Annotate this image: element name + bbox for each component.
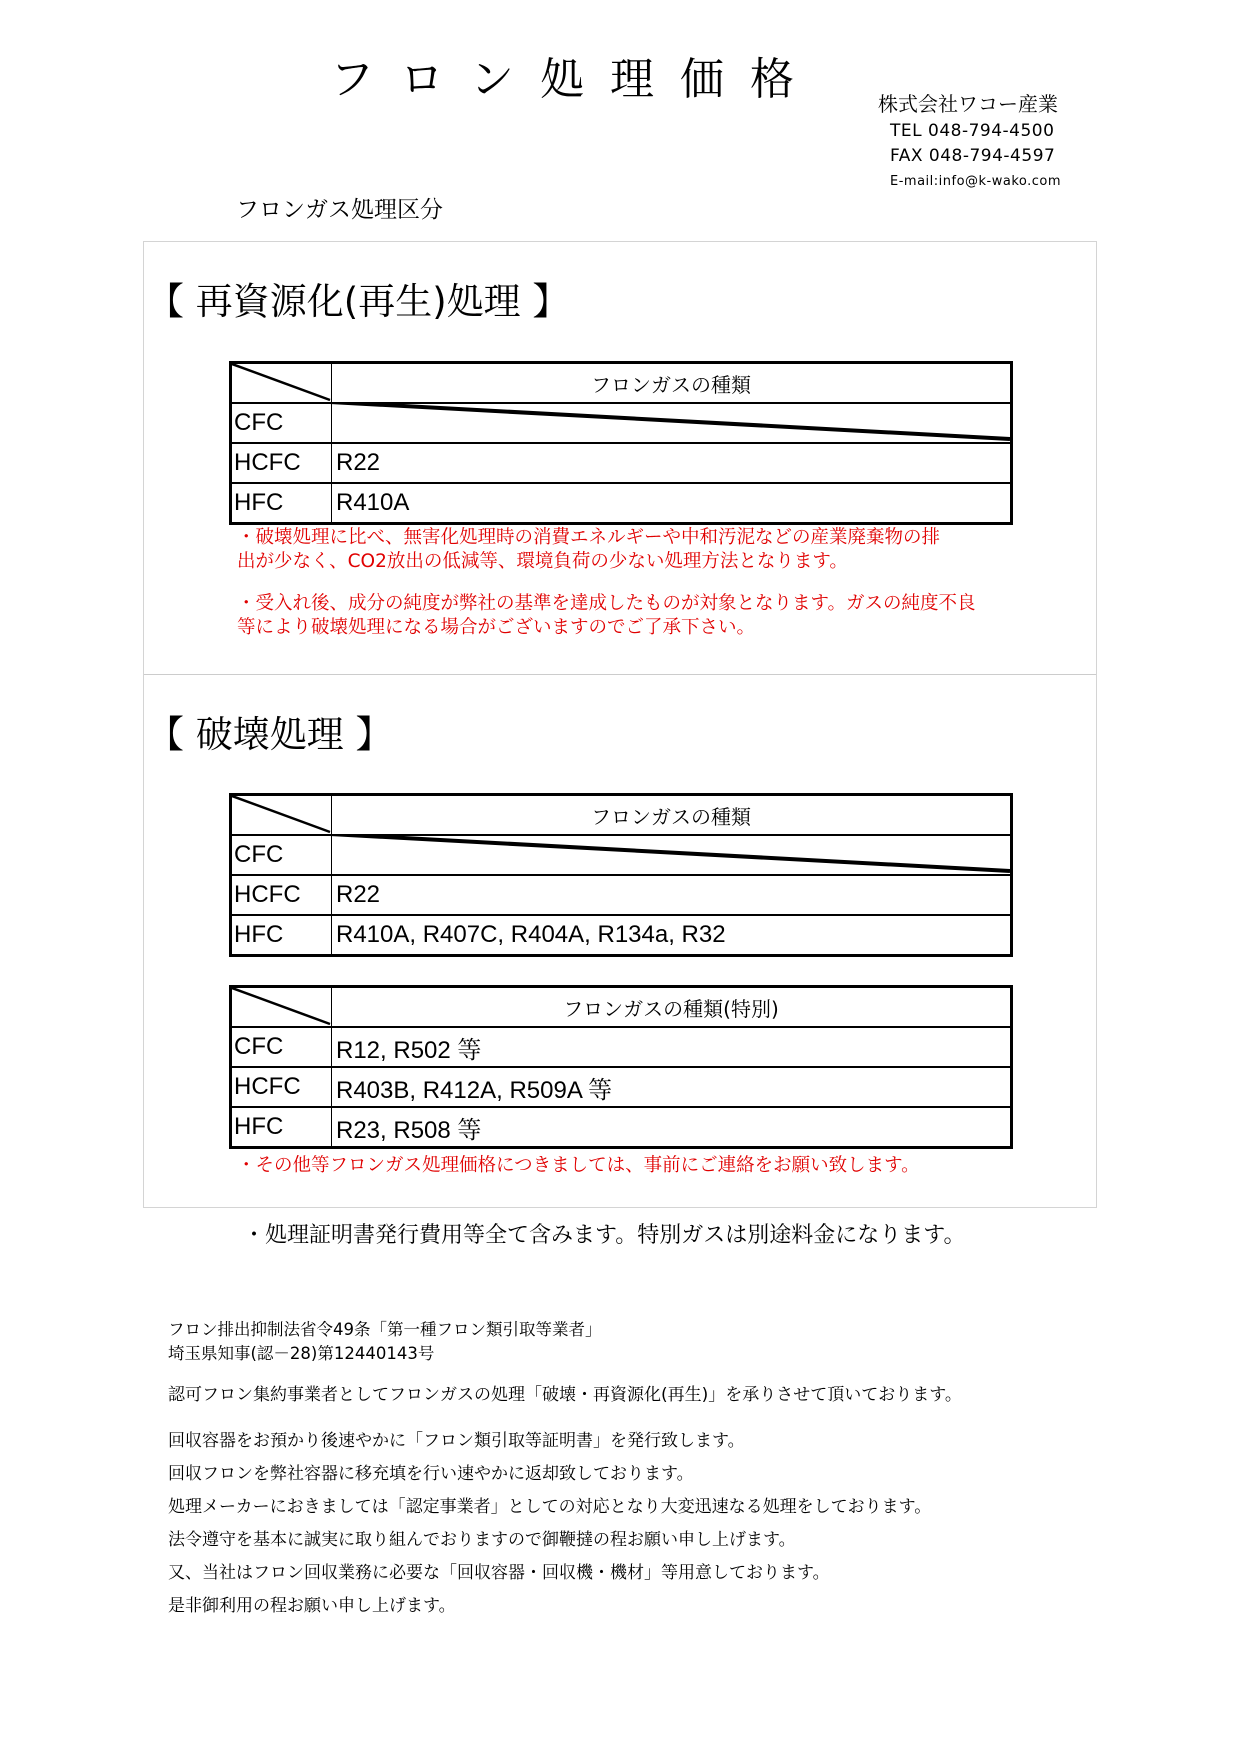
table-row bbox=[232, 834, 1010, 874]
page-title: フロン処理価格 bbox=[330, 54, 820, 105]
tel-number: TEL 048-794-4500 bbox=[890, 121, 1055, 141]
note-destruction bbox=[237, 1154, 920, 1178]
table-row bbox=[232, 482, 1010, 522]
table-header-row bbox=[232, 796, 1010, 834]
table-header: フロンガスの種類 bbox=[591, 372, 751, 397]
note-line: ・破壊処理に比べ、無害化処理時の消費エネルギーや中和汚泥などの産業廃棄物の排 bbox=[237, 527, 941, 548]
company-name: 株式会社ワコー産業 bbox=[878, 92, 1058, 116]
table-header: フロンガスの種類(特別) bbox=[563, 996, 779, 1021]
section-title-recycle: 【 再資源化(再生)処理 】 bbox=[147, 280, 570, 323]
note-line: ・その他等フロンガス処理価格につきましては、事前にご連絡をお願い致します。 bbox=[237, 1155, 920, 1176]
row-value: R23, R508 等 bbox=[336, 1116, 482, 1144]
row-value: R410A bbox=[336, 489, 410, 516]
corner-diagonal bbox=[232, 364, 332, 402]
note-line: ・受入れ後、成分の純度が弊社の基準を達成したものが対象となります。ガスの純度不良 bbox=[237, 593, 976, 614]
body-line: 回収フロンを弊社容器に移充填を行い速やかに返却致しております。 bbox=[168, 1464, 694, 1484]
table-row bbox=[232, 442, 1010, 482]
row-value: R410A, R407C, R404A, R134a, R32 bbox=[336, 921, 726, 948]
row-category: HCFC bbox=[232, 1068, 332, 1106]
row-value: R12, R502 等 bbox=[336, 1036, 482, 1064]
note-recycle-2 bbox=[237, 592, 976, 640]
included-note: ・処理証明書発行費用等全て含みます。特別ガスは別途料金になります。 bbox=[243, 1223, 966, 1248]
note-recycle-1 bbox=[237, 526, 940, 574]
row-category: HFC bbox=[232, 1108, 332, 1146]
corner-diagonal bbox=[232, 988, 332, 1026]
fax-number: FAX 048-794-4597 bbox=[890, 146, 1056, 166]
table-row bbox=[232, 1106, 1010, 1146]
table-row bbox=[232, 1026, 1010, 1066]
gas-table-recycle bbox=[229, 361, 1013, 525]
body-line: 処理メーカーにおきましては「認定事業者」としての対応となり大変迅速なる処理をしております。 bbox=[168, 1497, 932, 1517]
corner-diagonal bbox=[232, 796, 332, 834]
body-line: 認可フロン集約事業者としてフロンガスの処理「破壊・再資源化(再生)」を承りさせて頂いております。 bbox=[168, 1385, 962, 1405]
section-divider bbox=[144, 674, 1096, 675]
body-line: 又、当社はフロン回収業務に必要な「回収容器・回収機・機材」等用意しております。 bbox=[168, 1563, 830, 1583]
body-line: 回収容器をお預かり後速やかに「フロン類引取等証明書」を発行致します。 bbox=[168, 1431, 745, 1451]
body-line: 法令遵守を基本に誠実に取り組んでおりますので御鞭撻の程お願い申し上げます。 bbox=[168, 1530, 796, 1550]
row-category: HFC bbox=[232, 916, 332, 954]
cross-out-line bbox=[232, 402, 1010, 442]
gas-table-destruction bbox=[229, 793, 1013, 957]
table-row bbox=[232, 1066, 1010, 1106]
body-line: 是非御利用の程お願い申し上げます。 bbox=[168, 1596, 456, 1616]
table-row bbox=[232, 874, 1010, 914]
row-category: HFC bbox=[232, 484, 332, 522]
row-value: R403B, R412A, R509A 等 bbox=[336, 1076, 613, 1104]
table-row bbox=[232, 914, 1010, 954]
table-header: フロンガスの種類 bbox=[591, 804, 751, 829]
table-header-row bbox=[232, 364, 1010, 402]
row-category: CFC bbox=[232, 1028, 332, 1066]
license-line: フロン排出抑制法省令49条「第一種フロン類引取等業者」 bbox=[168, 1320, 602, 1339]
note-line: 等により破壊処理になる場合がございますのでご了承下さい。 bbox=[237, 617, 756, 638]
gas-table-special bbox=[229, 985, 1013, 1149]
table-header-row bbox=[232, 988, 1010, 1026]
page-subtitle: フロンガス処理区分 bbox=[236, 197, 443, 223]
note-line: 出が少なく、CO2放出の低減等、環境負荷の少ない処理方法となります。 bbox=[237, 551, 848, 572]
row-category: CFC bbox=[232, 836, 332, 874]
row-category: HCFC bbox=[232, 444, 332, 482]
email-address: E-mail:info@k-wako.com bbox=[890, 174, 1062, 189]
row-value: R22 bbox=[336, 881, 381, 908]
row-category: HCFC bbox=[232, 876, 332, 914]
row-value: R22 bbox=[336, 449, 381, 476]
row-category: CFC bbox=[232, 404, 332, 442]
license-number: 埼玉県知事(認－28)第12440143号 bbox=[168, 1344, 435, 1363]
cross-out-line bbox=[232, 834, 1010, 874]
section-title-destruction: 【 破壊処理 】 bbox=[147, 713, 393, 756]
table-row bbox=[232, 402, 1010, 442]
